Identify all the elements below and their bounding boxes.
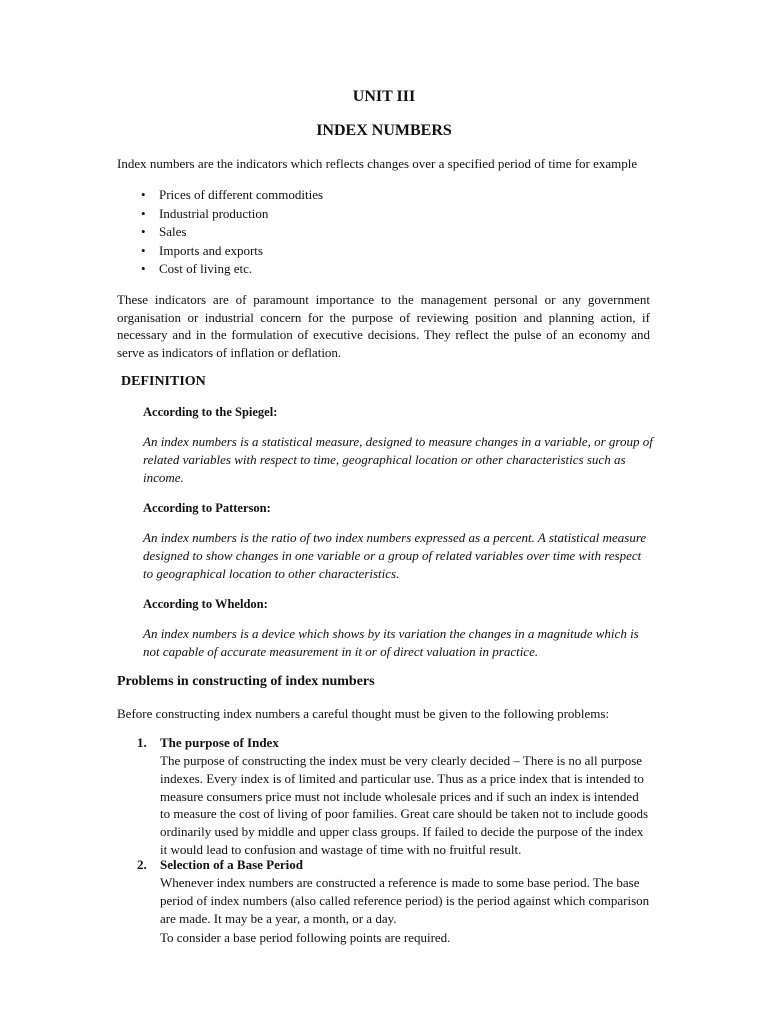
bullet-text: Sales bbox=[159, 224, 187, 240]
bullet-list bbox=[141, 186, 323, 279]
bullet-text: Prices of different commodities bbox=[159, 187, 324, 202]
bullet-icon: • bbox=[141, 242, 146, 258]
definition-quote: An index numbers is a statistical measure, designed to measure changes in a variable, or group of related variables with respect to time, geographical location or other characteristics such as income. bbox=[143, 434, 653, 485]
unit-title: UNIT III bbox=[352, 88, 416, 105]
bullet-icon: • bbox=[141, 205, 146, 221]
bullet-item bbox=[141, 205, 323, 224]
importance-paragraph: These indicators are of paramount importance to the management personal or any government organisation or industrial concern for the purpose of reviewing position and planning action, if necessary and in the formulation of executive decisions. They reflect the pulse of an economy and serve as indicators of inflation or deflation. bbox=[117, 292, 650, 361]
problem-body: Whenever index numbers are constructed a reference is made to some base period. The base period of index numbers (also called reference period) is the period against which comparison are made. It may be a year, a month, or a day. bbox=[160, 875, 650, 926]
definition-quote: An index numbers is a device which shows by its variation the changes in a magnitude which is not capable of accurate measurement in it or of direct valuation in practice. bbox=[143, 626, 639, 659]
bullet-icon: • bbox=[141, 224, 146, 240]
bullet-item bbox=[141, 186, 323, 205]
definition-source: According to Wheldon: bbox=[143, 597, 268, 611]
problem-title: Selection of a Base Period bbox=[160, 857, 303, 872]
bullet-text: Industrial production bbox=[159, 205, 269, 221]
definition-source: According to the Spiegel: bbox=[143, 405, 278, 419]
problems-heading: Problems in constructing of index numbers bbox=[117, 674, 375, 689]
intro-text: Index numbers are the indicators which reflects changes over a specified period of time for example bbox=[117, 156, 638, 171]
bullet-icon: • bbox=[141, 261, 146, 277]
main-title: INDEX NUMBERS bbox=[316, 122, 452, 139]
problem-number: 2. bbox=[137, 857, 147, 872]
bullet-item bbox=[141, 242, 323, 261]
bullet-item bbox=[141, 223, 323, 242]
problem-title: The purpose of Index bbox=[160, 735, 279, 750]
definition-quote: An index numbers is the ratio of two index numbers expressed as a percent. A statistical measure designed to show changes in one variable or a group of related variables over time with respect to geographical location to other characteristics. bbox=[143, 530, 647, 581]
problem-number: 1. bbox=[137, 735, 147, 750]
problems-intro: Before constructing index numbers a careful thought must be given to the following problems: bbox=[117, 706, 610, 721]
bullet-icon: • bbox=[141, 187, 146, 202]
problem-body-note: To consider a base period following points are required. bbox=[160, 930, 451, 945]
bullet-text: Cost of living etc. bbox=[159, 261, 253, 277]
bullet-item bbox=[141, 260, 323, 279]
definition-heading: DEFINITION bbox=[121, 374, 206, 389]
bullet-text: Imports and exports bbox=[159, 242, 263, 258]
definition-source: According to Patterson: bbox=[143, 501, 271, 515]
problem-body: The purpose of constructing the index must be very clearly decided – There is no all purpose indexes. Every index is of limited and particular use. Thus as a price index that is intended to measure consumers price must not include wholesale prices and if such an index is intended to measure the cost of living of poor families. Great care should be taken not to include goods ordinarily used by middle and upper class groups. If failed to decide the purpose of the index it would lead to confusion and wastage of time with no fruitful result. bbox=[160, 753, 649, 857]
